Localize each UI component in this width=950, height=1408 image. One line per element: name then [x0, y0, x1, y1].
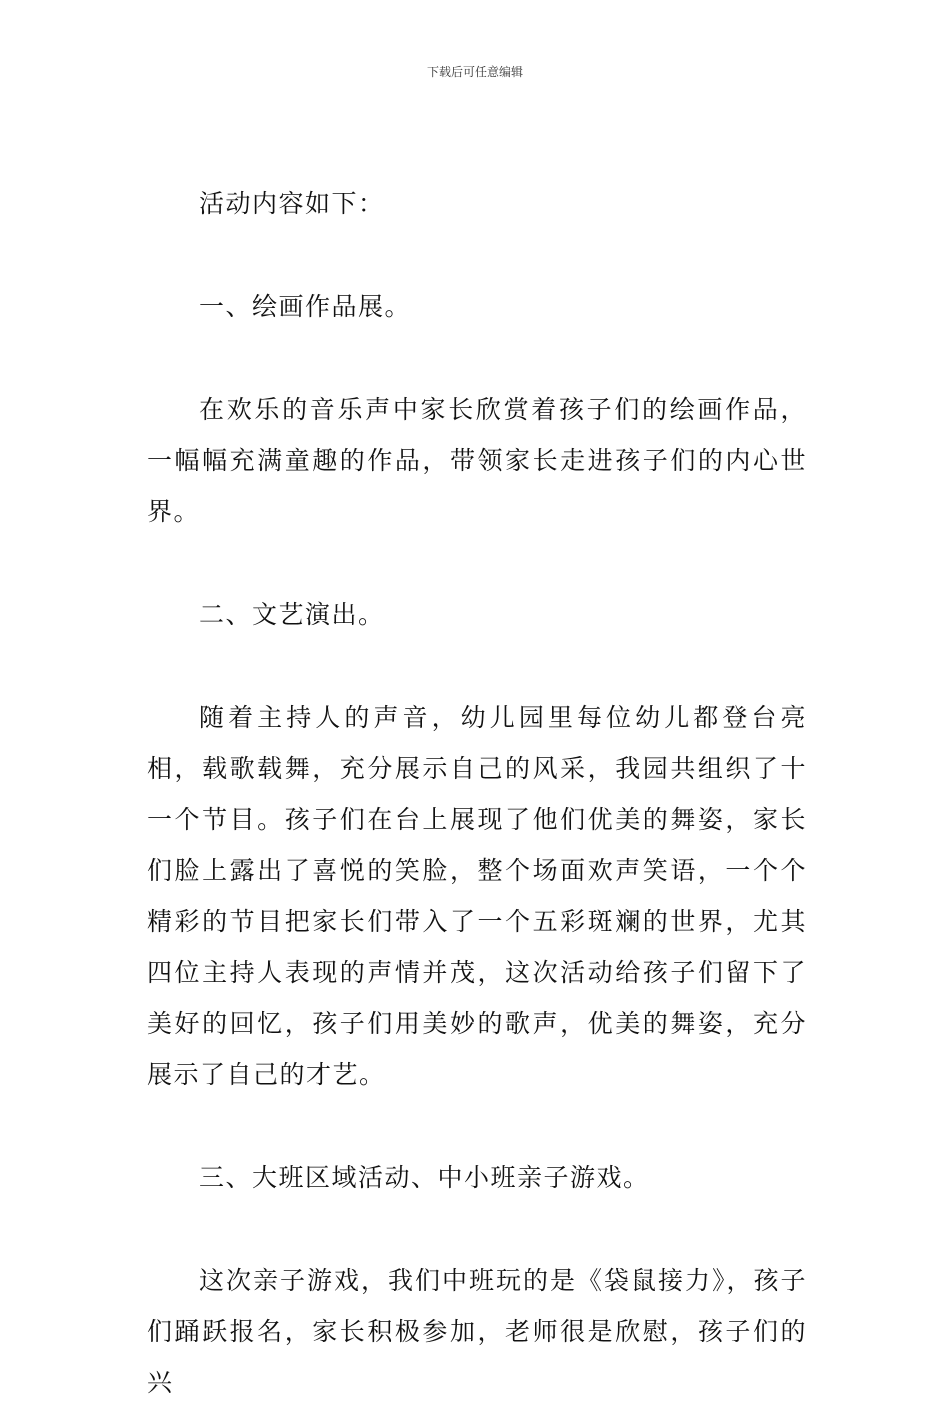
paragraph-parent-child-game: 这次亲子游戏，我们中班玩的是《袋鼠接力》，孩子们踊跃报名，家长积极参加，老师很是欣慰，孩子们的兴: [147, 1266, 807, 1397]
page-header-note: 下载后可任意编辑: [426, 65, 523, 79]
heading-painting-exhibition: 一、绘画作品展。: [199, 292, 412, 321]
heading-art-performance: 二、文艺演出。: [199, 600, 385, 629]
paragraph-spacer: [147, 1203, 807, 1255]
paragraph-activity-intro: 活动内容如下：: [199, 189, 385, 218]
paragraph-spacer: [147, 640, 807, 692]
paragraph-spacer: [147, 332, 807, 384]
paragraph-art-performance: 随着主持人的声音，幼儿园里每位幼儿都登台亮相，载歌载舞，充分展示自己的风采，我园共组织了十一个节目。孩子们在台上展现了他们优美的舞姿，家长们脸上露出了喜悦的笑脸，整个场面欢声笑语，一个个精彩的节目把家长们带入了一个五彩斑斓的世界，尤其四位主持人表现的声情并茂，这次活动给孩子们留下了美好的回忆，孩子们用美妙的歌声，优美的舞姿，充分展示了自己的才艺。: [147, 703, 807, 1089]
paragraph-spacer: [147, 537, 807, 589]
paragraph-spacer: [147, 229, 807, 281]
paragraph-spacer: [147, 1100, 807, 1152]
document-body: [147, 178, 807, 1408]
heading-class-activities: 三、大班区域活动、中小班亲子游戏。: [199, 1163, 650, 1192]
paragraph-painting-exhibition: 在欢乐的音乐声中家长欣赏着孩子们的绘画作品，一幅幅充满童趣的作品，带领家长走进孩子们的内心世界。: [147, 395, 807, 526]
